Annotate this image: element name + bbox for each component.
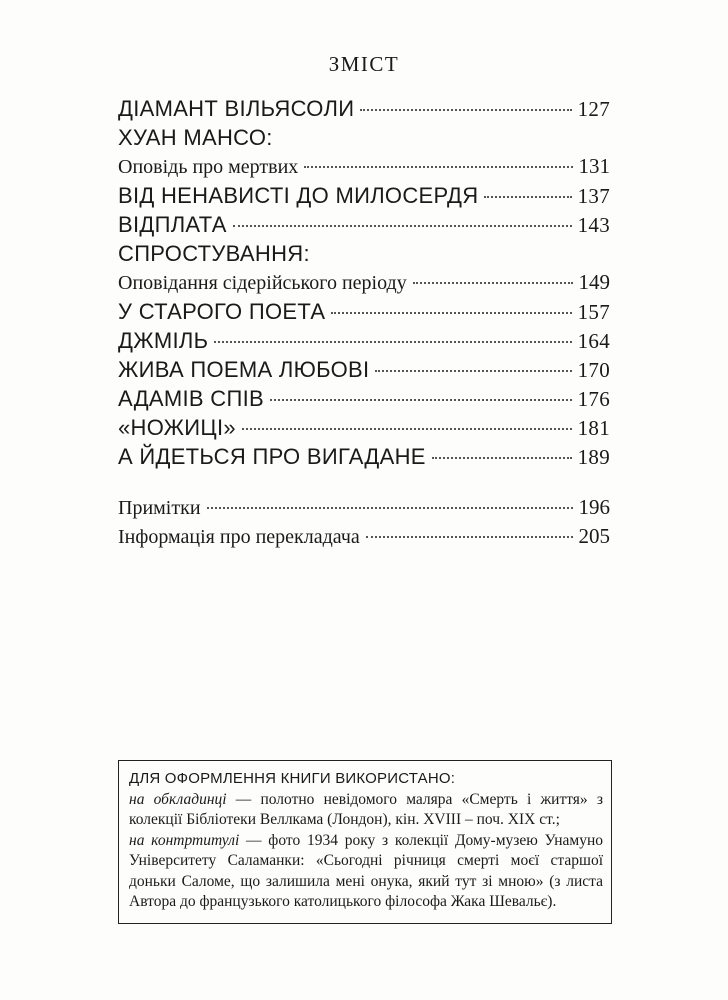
appendix-entry — [118, 524, 610, 553]
toc-entry — [118, 328, 610, 357]
toc-entry-title: У СТАРОГО ПОЕТА — [118, 299, 326, 324]
toc-entry-page: 170 — [577, 358, 610, 382]
dot-leader — [360, 109, 571, 111]
appendix-entry — [118, 495, 610, 524]
dot-leader — [304, 166, 572, 168]
toc-entry-title: ХУАН МАНСО: — [118, 125, 273, 150]
toc-entry-page: 149 — [578, 270, 610, 294]
toc-entry — [118, 386, 610, 415]
toc-entry — [118, 212, 610, 241]
toc-entry — [118, 270, 610, 299]
appendix-entry-page: 205 — [578, 524, 610, 548]
toc-entry — [118, 299, 610, 328]
credits-cover-text: — полотно невідомого маляра «Смерть і життя» з колекції Бібліотеки Веллкама (Лондон), кін. XVIII – поч. XIX ст.; — [129, 790, 603, 828]
table-of-contents — [118, 96, 610, 553]
toc-entry — [118, 357, 610, 386]
toc-entry — [118, 444, 610, 473]
toc-entry-title: ВІДПЛАТА — [118, 212, 227, 237]
toc-entry-title: Оповідь про мертвих — [118, 156, 299, 178]
appendix-entry-title: Інформація про перекладача — [118, 526, 360, 548]
toc-entry-page: 164 — [577, 329, 610, 353]
toc-entry-page: 189 — [577, 445, 610, 469]
toc-entry-title: ВІД НЕНАВИСТІ ДО МИЛОСЕРДЯ — [118, 183, 479, 208]
toc-entry-page: 143 — [577, 213, 610, 237]
toc-entry-page: 181 — [577, 416, 610, 440]
appendix-entry-page: 196 — [578, 495, 610, 519]
dot-leader — [484, 196, 571, 198]
toc-entry — [118, 415, 610, 444]
dot-leader — [375, 370, 571, 372]
dot-leader — [331, 312, 571, 314]
credits-frontispiece-text: — фото 1934 року з колекції Дому-музею Унамуно Університету Саламанки: «Сьогодні річниця смерті моєї старшої доньки Саломе, що залишила мені онука, який тут зі мною» (з листа Автора до французького католицького філософа Жака Шевальє). — [129, 831, 603, 910]
dot-leader — [270, 399, 572, 401]
page-title: ЗМІСТ — [328, 52, 400, 76]
toc-entry-page: 137 — [577, 184, 610, 208]
toc-entry-title: «НОЖИЦІ» — [118, 415, 236, 440]
toc-entry — [118, 96, 610, 125]
toc-entry-page: 176 — [577, 387, 610, 411]
credits-cover-label: на обкладинці — [129, 790, 227, 808]
toc-entry-title: СПРОСТУВАННЯ: — [118, 241, 310, 266]
credits-frontispiece-label: на контртитулі — [129, 831, 240, 849]
dot-leader — [413, 282, 573, 284]
dot-leader — [233, 225, 572, 227]
toc-entry-title: ДЖМІЛЬ — [118, 328, 209, 353]
toc-entry-title: ДІАМАНТ ВІЛЬЯСОЛИ — [118, 96, 355, 121]
toc-entry-title: Оповідання сідерійського періоду — [118, 272, 407, 294]
toc-entry-title: АДАМІВ СПІВ — [118, 386, 264, 411]
appendix-entry-title: Примітки — [118, 497, 201, 519]
design-credits-box — [118, 760, 612, 924]
dot-leader — [366, 536, 573, 538]
toc-entry-title: ЖИВА ПОЕМА ЛЮБОВІ — [118, 357, 370, 382]
dot-leader — [242, 428, 572, 430]
dot-leader — [432, 457, 572, 459]
credits-cover-paragraph — [129, 790, 603, 831]
toc-entry — [118, 154, 610, 183]
toc-entry-page: 131 — [578, 154, 610, 178]
toc-entry-title: А ЙДЕТЬСЯ ПРО ВИГАДАНЕ — [118, 444, 426, 469]
toc-entry-page: 127 — [577, 97, 610, 121]
credits-heading: ДЛЯ ОФОРМЛЕННЯ КНИГИ ВИКОРИСТАНО: — [129, 770, 456, 787]
toc-entry — [118, 183, 610, 212]
toc-entry — [118, 241, 610, 270]
credits-frontispiece-paragraph — [129, 831, 603, 913]
toc-spacer — [118, 473, 610, 495]
dot-leader — [214, 341, 571, 343]
toc-entry-page: 157 — [577, 300, 610, 324]
toc-entry — [118, 125, 610, 154]
dot-leader — [207, 507, 573, 509]
